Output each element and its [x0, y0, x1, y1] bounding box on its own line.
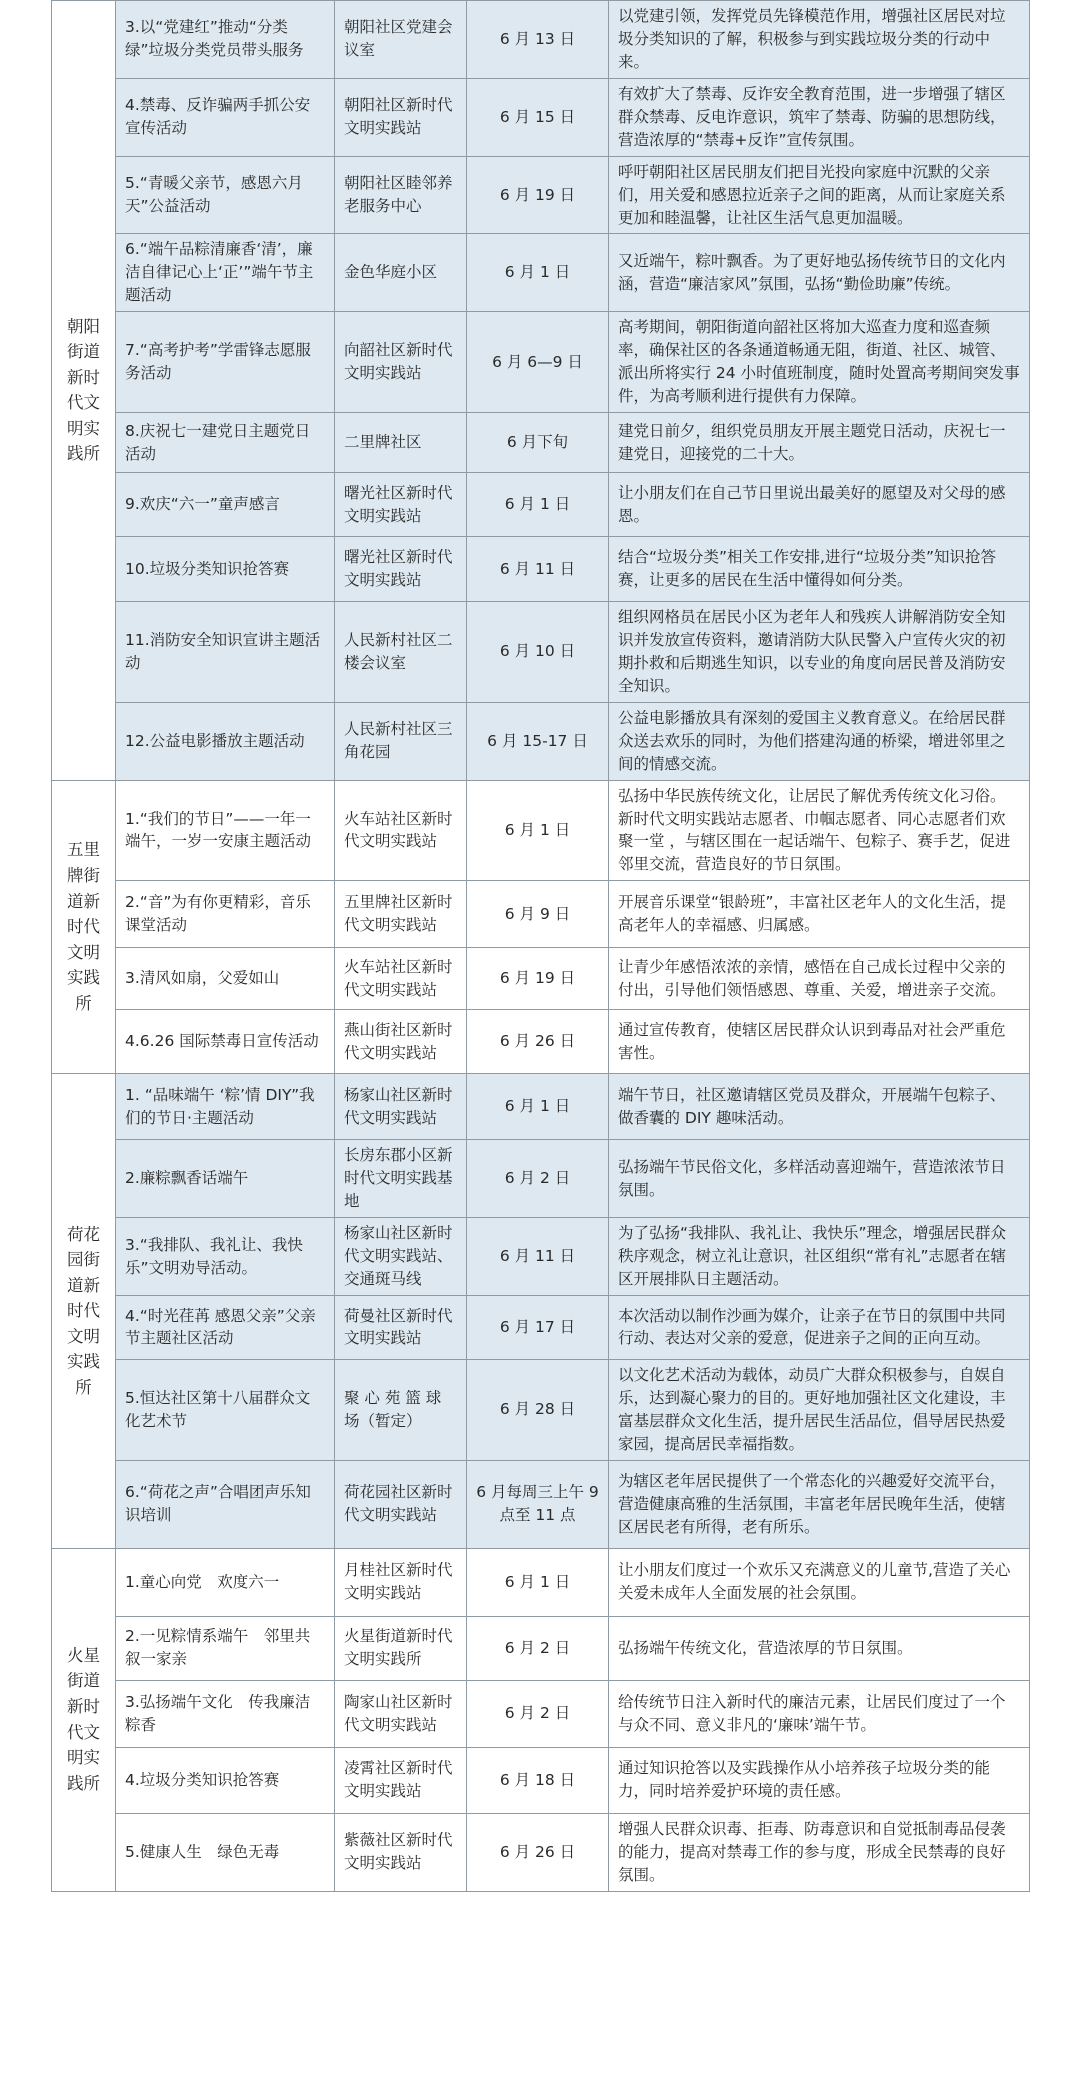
description-cell: 以文化艺术活动为载体，动员广大群众积极参与，自娱自乐，达到凝心聚力的目的。更好地加强社区文化建设，丰富基层群众文化生活，提升居民生活品位，倡导居民热爱家园，提高居民幸福指数。	[609, 1359, 1030, 1460]
date-cell: 6 月 26 日	[467, 1813, 609, 1891]
location-cell: 紫薇社区新时代文明实践站	[335, 1813, 467, 1891]
date-cell: 6 月 1 日	[467, 1548, 609, 1616]
description-cell: 又近端午，粽叶飘香。为了更好地弘扬传统节日的文化内涵，营造“廉洁家风”氛围，弘扬“勤俭助廉”传统。	[609, 234, 1030, 312]
location-cell: 火星街道新时代文明实践所	[335, 1616, 467, 1680]
location-cell: 曙光社区新时代文明实践站	[335, 537, 467, 602]
date-cell: 6 月 9 日	[467, 881, 609, 948]
activity-table	[51, 0, 1030, 1892]
description-cell: 为辖区老年居民提供了一个常态化的兴趣爱好交流平台，营造健康高雅的生活氛围，丰富老年居民晚年生活，使辖区居民老有所得，老有所乐。	[609, 1460, 1030, 1548]
activity-cell: 4.垃圾分类知识抢答赛	[116, 1747, 335, 1813]
table-row	[52, 602, 1030, 703]
date-cell: 6 月每周三上午 9 点至 11 点	[467, 1460, 609, 1548]
date-cell: 6 月 28 日	[467, 1359, 609, 1460]
description-cell: 让青少年感悟浓浓的亲情，感悟在自己成长过程中父亲的付出，引导他们领悟感恩、尊重、关爱，增进亲子交流。	[609, 948, 1030, 1010]
date-cell: 6 月 17 日	[467, 1295, 609, 1359]
activity-cell: 10.垃圾分类知识抢答赛	[116, 537, 335, 602]
table-row	[52, 1218, 1030, 1296]
date-cell: 6 月 2 日	[467, 1616, 609, 1680]
location-cell: 朝阳社区新时代文明实践站	[335, 78, 467, 156]
description-cell: 让小朋友们在自己节日里说出最美好的愿望及对父母的感恩。	[609, 473, 1030, 537]
date-cell: 6 月下旬	[467, 413, 609, 473]
date-cell: 6 月 15-17 日	[467, 702, 609, 780]
activity-cell: 6.“荷花之声”合唱团声乐知识培训	[116, 1460, 335, 1548]
location-cell: 荷曼社区新时代文明实践站	[335, 1295, 467, 1359]
description-cell: 有效扩大了禁毒、反诈安全教育范围，进一步增强了辖区群众禁毒、反电诈意识，筑牢了禁毒、防骗的思想防线，营造浓厚的“禁毒+反诈”宣传氛围。	[609, 78, 1030, 156]
date-cell: 6 月 2 日	[467, 1140, 609, 1218]
date-cell: 6 月 1 日	[467, 234, 609, 312]
location-cell: 金色华庭小区	[335, 234, 467, 312]
description-cell: 通过宣传教育，使辖区居民群众认识到毒品对社会严重危害性。	[609, 1010, 1030, 1074]
date-cell: 6 月 11 日	[467, 1218, 609, 1296]
location-cell: 朝阳社区睦邻养老服务中心	[335, 156, 467, 234]
activity-cell: 5.健康人生 绿色无毒	[116, 1813, 335, 1891]
activity-cell: 11.消防安全知识宣讲主题活动	[116, 602, 335, 703]
location-cell: 二里牌社区	[335, 413, 467, 473]
location-cell: 向韶社区新时代文明实践站	[335, 312, 467, 413]
location-cell: 朝阳社区党建会议室	[335, 1, 467, 79]
table-row	[52, 702, 1030, 780]
table-row	[52, 1747, 1030, 1813]
description-cell: 弘扬中华民族传统文化，让居民了解优秀传统文化习俗。新时代文明实践站志愿者、巾帼志愿者、同心志愿者们欢聚一堂 ，与辖区围在一起话端午、包粽子、赛手艺，促进邻里交流，营造良好的节日氛围。	[609, 780, 1030, 881]
date-cell: 6 月 19 日	[467, 948, 609, 1010]
date-cell: 6 月 1 日	[467, 780, 609, 881]
location-cell: 火车站社区新时代文明实践站	[335, 948, 467, 1010]
table-row	[52, 780, 1030, 881]
activity-cell: 2.“音”为有你更精彩，音乐课堂活动	[116, 881, 335, 948]
activity-cell: 5.恒达社区第十八届群众文化艺术节	[116, 1359, 335, 1460]
group-name-cell: 火星街道新时代文明实践所	[52, 1548, 116, 1891]
table-row	[52, 312, 1030, 413]
table-row	[52, 881, 1030, 948]
activity-cell: 7.“高考护考”学雷锋志愿服务活动	[116, 312, 335, 413]
activity-cell: 3.清风如扇，父爱如山	[116, 948, 335, 1010]
table-row	[52, 1295, 1030, 1359]
activity-cell: 3.弘扬端午文化 传我廉洁粽香	[116, 1680, 335, 1747]
location-cell: 曙光社区新时代文明实践站	[335, 473, 467, 537]
activity-cell: 6.“端午品粽清廉香‘清’，廉洁自律记心上‘正’”端午节主题活动	[116, 234, 335, 312]
activity-cell: 9.欢庆“六一”童声感言	[116, 473, 335, 537]
description-cell: 增强人民群众识毒、拒毒、防毒意识和自觉抵制毒品侵袭的能力，提高对禁毒工作的参与度，形成全民禁毒的良好氛围。	[609, 1813, 1030, 1891]
activity-cell: 4.禁毒、反诈骗两手抓公安宣传活动	[116, 78, 335, 156]
location-cell: 聚 心 苑 篮 球 场（暂定）	[335, 1359, 467, 1460]
activity-cell: 1.童心向党 欢度六一	[116, 1548, 335, 1616]
table-row	[52, 537, 1030, 602]
date-cell: 6 月 11 日	[467, 537, 609, 602]
description-cell: 建党日前夕，组织党员朋友开展主题党日活动，庆祝七一建党日，迎接党的二十大。	[609, 413, 1030, 473]
table-row	[52, 234, 1030, 312]
date-cell: 6 月 1 日	[467, 1074, 609, 1140]
table-row	[52, 1140, 1030, 1218]
description-cell: 通过知识抢答以及实践操作从小培养孩子垃圾分类的能力，同时培养爱护环境的责任感。	[609, 1747, 1030, 1813]
date-cell: 6 月 15 日	[467, 78, 609, 156]
date-cell: 6 月 18 日	[467, 1747, 609, 1813]
activity-cell: 2.一见粽情系端午 邻里共叙一家亲	[116, 1616, 335, 1680]
date-cell: 6 月 26 日	[467, 1010, 609, 1074]
description-cell: 公益电影播放具有深刻的爱国主义教育意义。在给居民群众送去欢乐的同时，为他们搭建沟通的桥梁，增进邻里之间的情感交流。	[609, 702, 1030, 780]
date-cell: 6 月 19 日	[467, 156, 609, 234]
table-row	[52, 1813, 1030, 1891]
table-row	[52, 948, 1030, 1010]
table-row	[52, 1010, 1030, 1074]
location-cell: 长房东郡小区新时代文明实践基地	[335, 1140, 467, 1218]
activity-cell: 4.“时光荏苒 感恩父亲”父亲节主题社区活动	[116, 1295, 335, 1359]
description-cell: 开展音乐课堂“银龄班”，丰富社区老年人的文化生活，提高老年人的幸福感、归属感。	[609, 881, 1030, 948]
location-cell: 凌霄社区新时代文明实践站	[335, 1747, 467, 1813]
location-cell: 人民新村社区二楼会议室	[335, 602, 467, 703]
date-cell: 6 月 6—9 日	[467, 312, 609, 413]
date-cell: 6 月 2 日	[467, 1680, 609, 1747]
activity-cell: 8.庆祝七一建党日主题党日活动	[116, 413, 335, 473]
activity-cell: 1.“我们的节日”——一年一端午，一岁一安康主题活动	[116, 780, 335, 881]
table-row	[52, 156, 1030, 234]
table-row	[52, 473, 1030, 537]
description-cell: 弘扬端午传统文化，营造浓厚的节日氛围。	[609, 1616, 1030, 1680]
activity-cell: 3.以“党建红”推动“分类绿”垃圾分类党员带头服务	[116, 1, 335, 79]
location-cell: 杨家山社区新时代文明实践站	[335, 1074, 467, 1140]
table-row	[52, 1548, 1030, 1616]
description-cell: 呼吁朝阳社区居民朋友们把目光投向家庭中沉默的父亲们，用关爱和感恩拉近亲子之间的距离，从而让家庭关系更加和睦温馨，让社区生活气息更加温暖。	[609, 156, 1030, 234]
description-cell: 以党建引领，发挥党员先锋模范作用，增强社区居民对垃圾分类知识的了解，积极参与到实践垃圾分类的行动中来。	[609, 1, 1030, 79]
location-cell: 荷花园社区新时代文明实践站	[335, 1460, 467, 1548]
description-cell: 让小朋友们度过一个欢乐又充满意义的儿童节,营造了关心关爱未成年人全面发展的社会氛围。	[609, 1548, 1030, 1616]
location-cell: 杨家山社区新时代文明实践站、交通斑马线	[335, 1218, 467, 1296]
activity-cell: 1. “品味端午 ‘粽’情 DIY”我们的节日·主题活动	[116, 1074, 335, 1140]
description-cell: 弘扬端午节民俗文化，多样活动喜迎端午，营造浓浓节日氛围。	[609, 1140, 1030, 1218]
activity-cell: 12.公益电影播放主题活动	[116, 702, 335, 780]
activity-cell: 2.廉粽飘香话端午	[116, 1140, 335, 1218]
activity-cell: 5.“青暖父亲节，感恩六月天”公益活动	[116, 156, 335, 234]
description-cell: 为了弘扬“我排队、我礼让、我快乐”理念，增强居民群众秩序观念，树立礼让意识，社区组织“常有礼”志愿者在辖区开展排队日主题活动。	[609, 1218, 1030, 1296]
description-cell: 结合“垃圾分类”相关工作安排,进行“垃圾分类”知识抢答赛，让更多的居民在生活中懂得如何分类。	[609, 537, 1030, 602]
location-cell: 火车站社区新时代文明实践站	[335, 780, 467, 881]
location-cell: 月桂社区新时代文明实践站	[335, 1548, 467, 1616]
table-row	[52, 1, 1030, 79]
table-row	[52, 1359, 1030, 1460]
table-row	[52, 1616, 1030, 1680]
description-cell: 给传统节日注入新时代的廉洁元素，让居民们度过了一个与众不同、意义非凡的‘廉味’端午节。	[609, 1680, 1030, 1747]
group-name-cell: 荷花园街道新时代文明实践所	[52, 1074, 116, 1548]
table-row	[52, 1460, 1030, 1548]
location-cell: 陶家山社区新时代文明实践站	[335, 1680, 467, 1747]
table-row	[52, 78, 1030, 156]
group-name-cell: 朝阳街道新时代文明实践所	[52, 1, 116, 781]
table-row	[52, 1074, 1030, 1140]
description-cell: 组织网格员在居民小区为老年人和残疾人讲解消防安全知识并发放宣传资料，邀请消防大队民警入户宣传火灾的初期扑救和后期逃生知识，以专业的角度向居民普及消防安全知识。	[609, 602, 1030, 703]
description-cell: 端午节日，社区邀请辖区党员及群众，开展端午包粽子、做香囊的 DIY 趣味活动。	[609, 1074, 1030, 1140]
table-row	[52, 413, 1030, 473]
activity-cell: 3.“我排队、我礼让、我快乐”文明劝导活动。	[116, 1218, 335, 1296]
date-cell: 6 月 13 日	[467, 1, 609, 79]
description-cell: 高考期间，朝阳街道向韶社区将加大巡查力度和巡查频率，确保社区的各条通道畅通无阻，街道、社区、城管、派出所将实行 24 小时值班制度，随时处置高考期间突发事件，为高考顺利进行提供有力保障。	[609, 312, 1030, 413]
date-cell: 6 月 1 日	[467, 473, 609, 537]
group-name-cell: 五里牌街道新时代文明实践所	[52, 780, 116, 1074]
description-cell: 本次活动以制作沙画为媒介，让亲子在节日的氛围中共同行动、表达对父亲的爱意，促进亲子之间的正向互动。	[609, 1295, 1030, 1359]
location-cell: 人民新村社区三角花园	[335, 702, 467, 780]
location-cell: 五里牌社区新时代文明实践站	[335, 881, 467, 948]
activity-cell: 4.6.26 国际禁毒日宣传活动	[116, 1010, 335, 1074]
table-row	[52, 1680, 1030, 1747]
location-cell: 燕山街社区新时代文明实践站	[335, 1010, 467, 1074]
date-cell: 6 月 10 日	[467, 602, 609, 703]
